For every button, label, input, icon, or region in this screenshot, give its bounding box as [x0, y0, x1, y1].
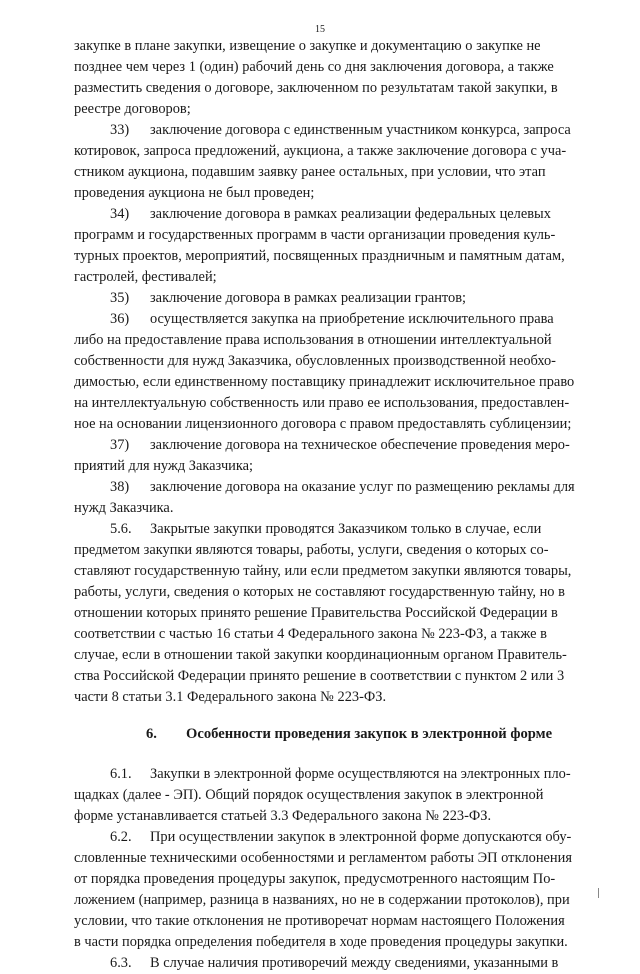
document-body [74, 36, 599, 974]
line-text: заключение договора на техническое обеспечение проведения меро- [150, 437, 570, 453]
text-line [74, 99, 599, 120]
line-text: гастролей, фестивалей; [74, 269, 217, 285]
line-text: При осуществлении закупок в электронной форме допускаются обу- [150, 829, 572, 845]
line-text: нужд Заказчика. [74, 500, 174, 516]
line-text: от порядка проведения процедуры закупок, предусмотренного настоящим По- [74, 871, 556, 887]
line-text: заключение договора на оказание услуг по размещению рекламы для [150, 479, 575, 495]
section-number: 6. [146, 726, 157, 742]
item-number: 6.3. [110, 955, 132, 971]
text-line [74, 183, 599, 204]
line-text: на интеллектуальную собственность или право ее использования, предоставлен- [74, 395, 570, 411]
text-line [74, 519, 599, 540]
text-line [74, 78, 599, 99]
line-text: заключение договора с единственным участником конкурса, запроса [150, 122, 571, 138]
spacer [74, 746, 599, 764]
line-text: В случае наличия противоречий между сведениями, указанными в [150, 955, 559, 971]
text-line [74, 141, 599, 162]
text-line [74, 561, 599, 582]
text-line [74, 120, 599, 141]
line-text: Закупки в электронной форме осуществляются на электронных пло- [150, 766, 571, 782]
item-number: 5.6. [110, 521, 132, 537]
text-line [74, 869, 599, 890]
text-line [74, 848, 599, 869]
line-text: работы, услуги, сведения о которых не составляют государственную тайну, но в [74, 584, 565, 600]
line-text: случае, если в отношении такой закупки координационным органом Правитель- [74, 647, 567, 663]
line-text: собственности для нужд Заказчика, обусловленных производственной необхо- [74, 353, 556, 369]
line-text: ства Российской Федерации принято решение в соответствии с пунктом 2 или 3 [74, 668, 565, 684]
line-text: заключение договора в рамках реализации федеральных целевых [150, 206, 551, 222]
text-line [74, 288, 599, 309]
text-line [74, 204, 599, 225]
text-line [74, 932, 599, 953]
line-text: условии, что такие отклонения не противоречат нормам настоящего Положения [74, 913, 565, 929]
page-number: 15 [315, 24, 325, 35]
item-number: 36) [110, 311, 130, 327]
line-text: части 8 статьи 3.1 Федерального закона № 223-ФЗ. [74, 689, 387, 705]
line-text: либо на предоставление права использования в отношении интеллектуальной [74, 332, 552, 348]
line-text: словленные техническими особенностями и регламентом работы ЭП отклонения [74, 850, 572, 866]
item-number: 34) [110, 206, 130, 222]
text-line [74, 162, 599, 183]
text-line [74, 372, 599, 393]
bottom-text-block [74, 764, 599, 974]
top-text-block [74, 36, 599, 708]
text-line [74, 309, 599, 330]
text-line [74, 645, 599, 666]
line-text: соответствии с частью 16 статьи 4 Федерального закона № 223-ФЗ, а также в [74, 626, 547, 642]
text-line [74, 666, 599, 687]
section-title: Особенности проведения закупок в электронной форме [186, 726, 553, 742]
line-text: разместить сведения о договоре, заключенном по результатам такой закупки, в [74, 80, 558, 96]
line-text: котировок, запроса предложений, аукциона, а также заключение договора с уча- [74, 143, 567, 159]
line-text: позднее чем через 1 (один) рабочий день со дня заключения договора, а также [74, 59, 554, 75]
text-line [74, 498, 599, 519]
item-number: 6.2. [110, 829, 132, 845]
line-text: предметом закупки являются товары, работы, услуги, сведения о которых со- [74, 542, 549, 558]
item-number: 37) [110, 437, 130, 453]
line-text: димостью, если единственному поставщику принадлежит исключительное право [74, 374, 575, 390]
text-line [74, 953, 599, 974]
text-line [74, 330, 599, 351]
item-number: 6.1. [110, 766, 132, 782]
text-line [74, 603, 599, 624]
line-text: в части порядка определения победителя в ходе проведения процедуры закупки. [74, 934, 568, 950]
text-line [74, 687, 599, 708]
text-line [74, 225, 599, 246]
line-text: приятий для нужд Заказчика; [74, 458, 254, 474]
line-text: стником аукциона, подавшим заявку ранее остальных, при условии, что этап [74, 164, 546, 180]
line-text: турных проектов, мероприятий, посвященных праздничным и памятным датам, [74, 248, 565, 264]
item-number: 38) [110, 479, 130, 495]
line-text: проведения аукциона не был проведен; [74, 185, 315, 201]
line-text: ставляют государственную тайну, или если предметом закупки являются товары, [74, 563, 572, 579]
section-heading [74, 722, 599, 746]
scan-mark [598, 888, 599, 898]
text-line [74, 890, 599, 911]
text-line [74, 267, 599, 288]
text-line [74, 36, 599, 57]
text-line [74, 764, 599, 785]
line-text: закупке в плане закупки, извещение о закупке и документацию о закупке не [74, 38, 541, 54]
text-line [74, 57, 599, 78]
text-line [74, 785, 599, 806]
line-text: Закрытые закупки проводятся Заказчиком только в случае, если [150, 521, 542, 537]
text-line [74, 911, 599, 932]
line-text: ное на основании лицензионного договора с правом предоставлять сублицензии; [74, 416, 572, 432]
line-text: реестре договоров; [74, 101, 191, 117]
line-text: отношении которых принято решение Правительства Российской Федерации в [74, 605, 558, 621]
text-line [74, 435, 599, 456]
text-line [74, 624, 599, 645]
text-line [74, 540, 599, 561]
text-line [74, 351, 599, 372]
text-line [74, 806, 599, 827]
text-line [74, 456, 599, 477]
text-line [74, 246, 599, 267]
line-text: осуществляется закупка на приобретение исключительного права [150, 311, 554, 327]
line-text: ложением (например, разница в названиях, но не в содержании протоколов), при [74, 892, 570, 908]
item-number: 35) [110, 290, 130, 306]
text-line [74, 582, 599, 603]
text-line [74, 393, 599, 414]
line-text: щадках (далее - ЭП). Общий порядок осуществления закупок в электронной [74, 787, 544, 803]
spacer [74, 708, 599, 722]
text-line [74, 477, 599, 498]
text-line [74, 827, 599, 848]
line-text: заключение договора в рамках реализации грантов; [150, 290, 467, 306]
text-line [74, 414, 599, 435]
item-number: 33) [110, 122, 130, 138]
line-text: форме устанавливается статьей 3.3 Федерального закона № 223-ФЗ. [74, 808, 492, 824]
line-text: программ и государственных программ в части организации проведения куль- [74, 227, 556, 243]
